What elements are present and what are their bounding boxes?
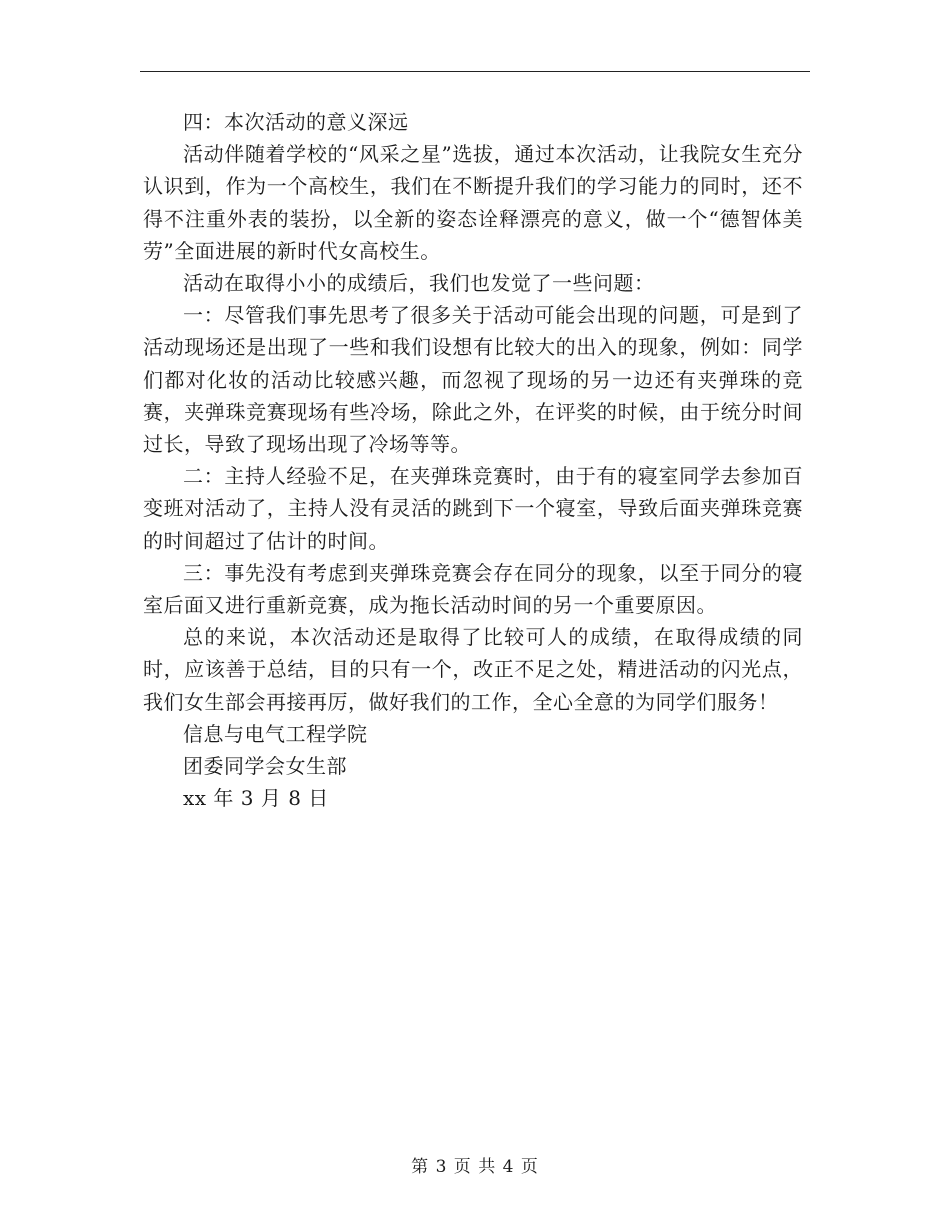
document-body bbox=[143, 106, 803, 814]
body-paragraph: 二：主持人经验不足，在夹弹珠竞赛时，由于有的寝室同学去参加百变班对活动了，主持人没有灵活的跳到下一个寝室，导致后面夹弹珠竞赛的时间超过了估计的时间。 bbox=[143, 464, 803, 553]
body-paragraph: 活动伴随着学校的“风采之星”选拔，通过本次活动，让我院女生充分认识到，作为一个高校生，我们在不断提升我们的学习能力的同时，还不得不注重外表的装扮，以全新的姿态诠释漂亮的意义，做一个“德智体美劳”全面进展的新时代女高校生。 bbox=[143, 142, 803, 263]
signature-date: xx 年 3 月 8 日 bbox=[183, 786, 329, 811]
header-rule bbox=[140, 71, 810, 72]
body-paragraph: 活动在取得小小的成绩后，我们也发觉了一些问题： bbox=[183, 271, 655, 296]
page-number: 第 3 页 共 4 页 bbox=[411, 1157, 539, 1177]
body-paragraph: 一：尽管我们事先思考了很多关于活动可能会出现的问题，可是到了活动现场还是出现了一些和我们设想有比较大的出入的现象，例如：同学们都对化妆的活动比较感兴趣，而忽视了现场的另一边还有夹弹珠的竞赛，夹弹珠竞赛现场有些冷场，除此之外，在评奖的时候，由于统分时间过长，导致了现场出现了冷场等等。 bbox=[143, 303, 803, 457]
signature-organization: 信息与电气工程学院 bbox=[183, 721, 368, 746]
signature-department: 团委同学会女生部 bbox=[183, 754, 347, 779]
section-heading: 四：本次活动的意义深远 bbox=[183, 110, 409, 134]
body-paragraph: 三：事先没有考虑到夹弹珠竞赛会存在同分的现象，以至于同分的寝室后面又进行重新竞赛，成为拖长活动时间的另一个重要原因。 bbox=[143, 560, 803, 618]
body-paragraph: 总的来说，本次活动还是取得了比较可人的成绩，在取得成绩的同时，应该善于总结，目的只有一个，改正不足之处，精进活动的闪光点，我们女生部会再接再厉，做好我们的工作，全心全意的为同学们服务！ bbox=[143, 625, 803, 714]
